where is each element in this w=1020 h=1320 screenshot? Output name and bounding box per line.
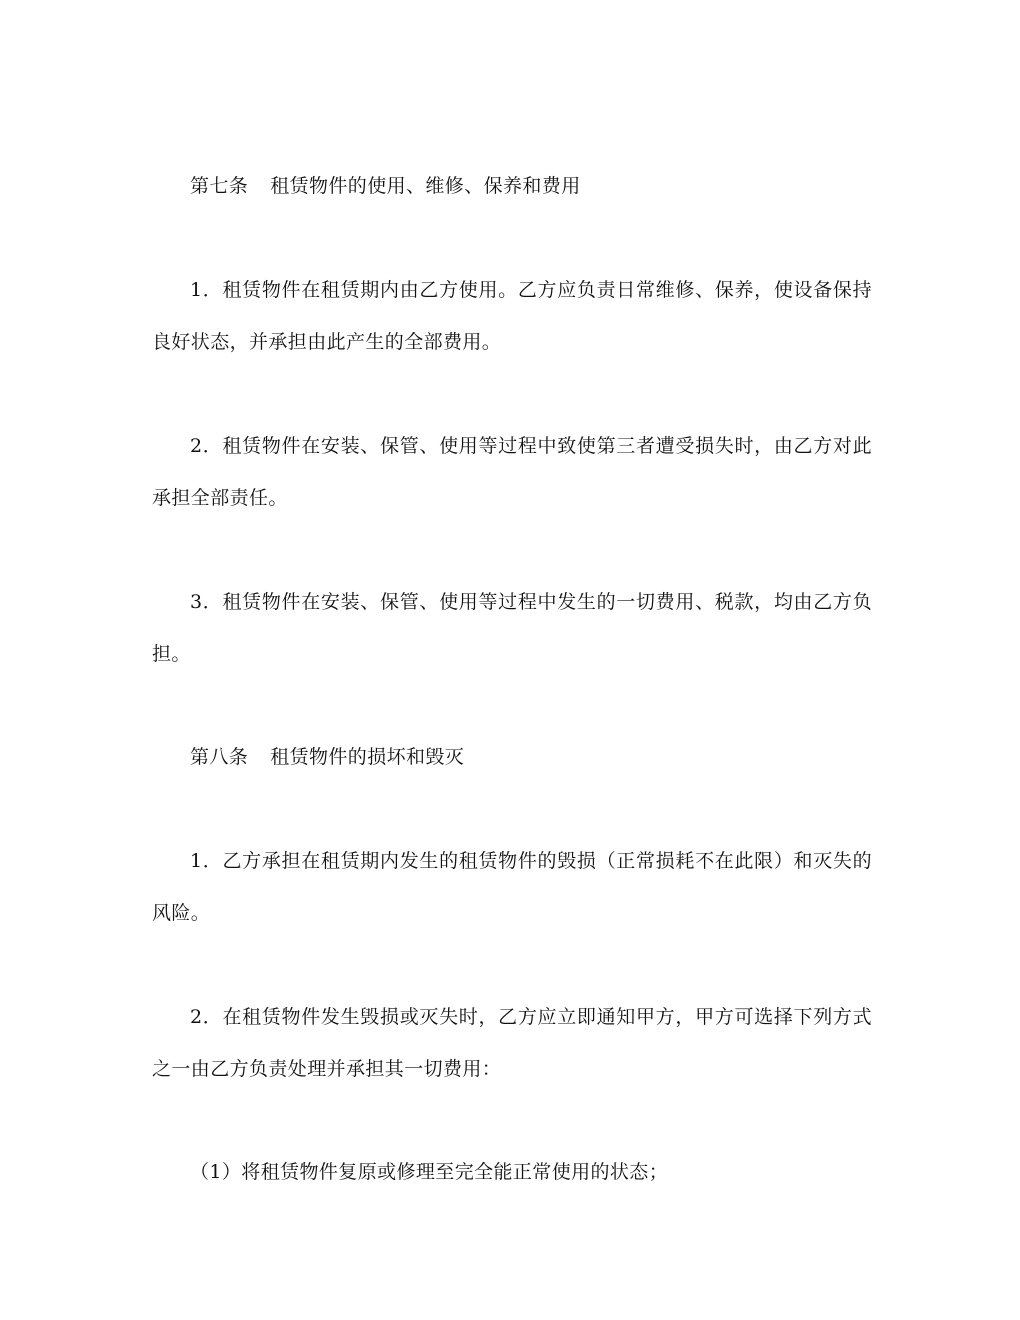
article-7-clause-3: 3．租赁物件在安装、保管、使用等过程中发生的一切费用、税款，均由乙方负担。 <box>152 591 872 665</box>
article-7-clause-1: 1．租赁物件在租赁期内由乙方使用。乙方应负责日常维修、保养，使设备保持良好状态，并承担由此产生的全部费用。 <box>152 279 872 353</box>
article-8-number: 第八条 <box>190 746 249 768</box>
article-8-clause-2: 2．在租赁物件发生毁损或灭失时，乙方应立即通知甲方，甲方可选择下列方式之一由乙方负责处理并承担其一切费用： <box>152 1006 872 1080</box>
article-8-option-1: （1）将租赁物件复原或修理至完全能正常使用的状态； <box>190 1161 669 1183</box>
article-7-clause-2: 2．租赁物件在安装、保管、使用等过程中致使第三者遭受损失时，由乙方对此承担全部责任。 <box>152 435 872 509</box>
article-8-title: 租赁物件的损坏和毁灭 <box>270 746 465 768</box>
article-7-number: 第七条 <box>190 175 249 197</box>
article-8-heading <box>190 731 464 783</box>
article-7-heading <box>190 160 581 212</box>
article-7-title: 租赁物件的使用、维修、保养和费用 <box>270 175 581 197</box>
article-8-clause-1: 1．乙方承担在租赁期内发生的租赁物件的毁损（正常损耗不在此限）和灭失的风险。 <box>152 850 872 924</box>
